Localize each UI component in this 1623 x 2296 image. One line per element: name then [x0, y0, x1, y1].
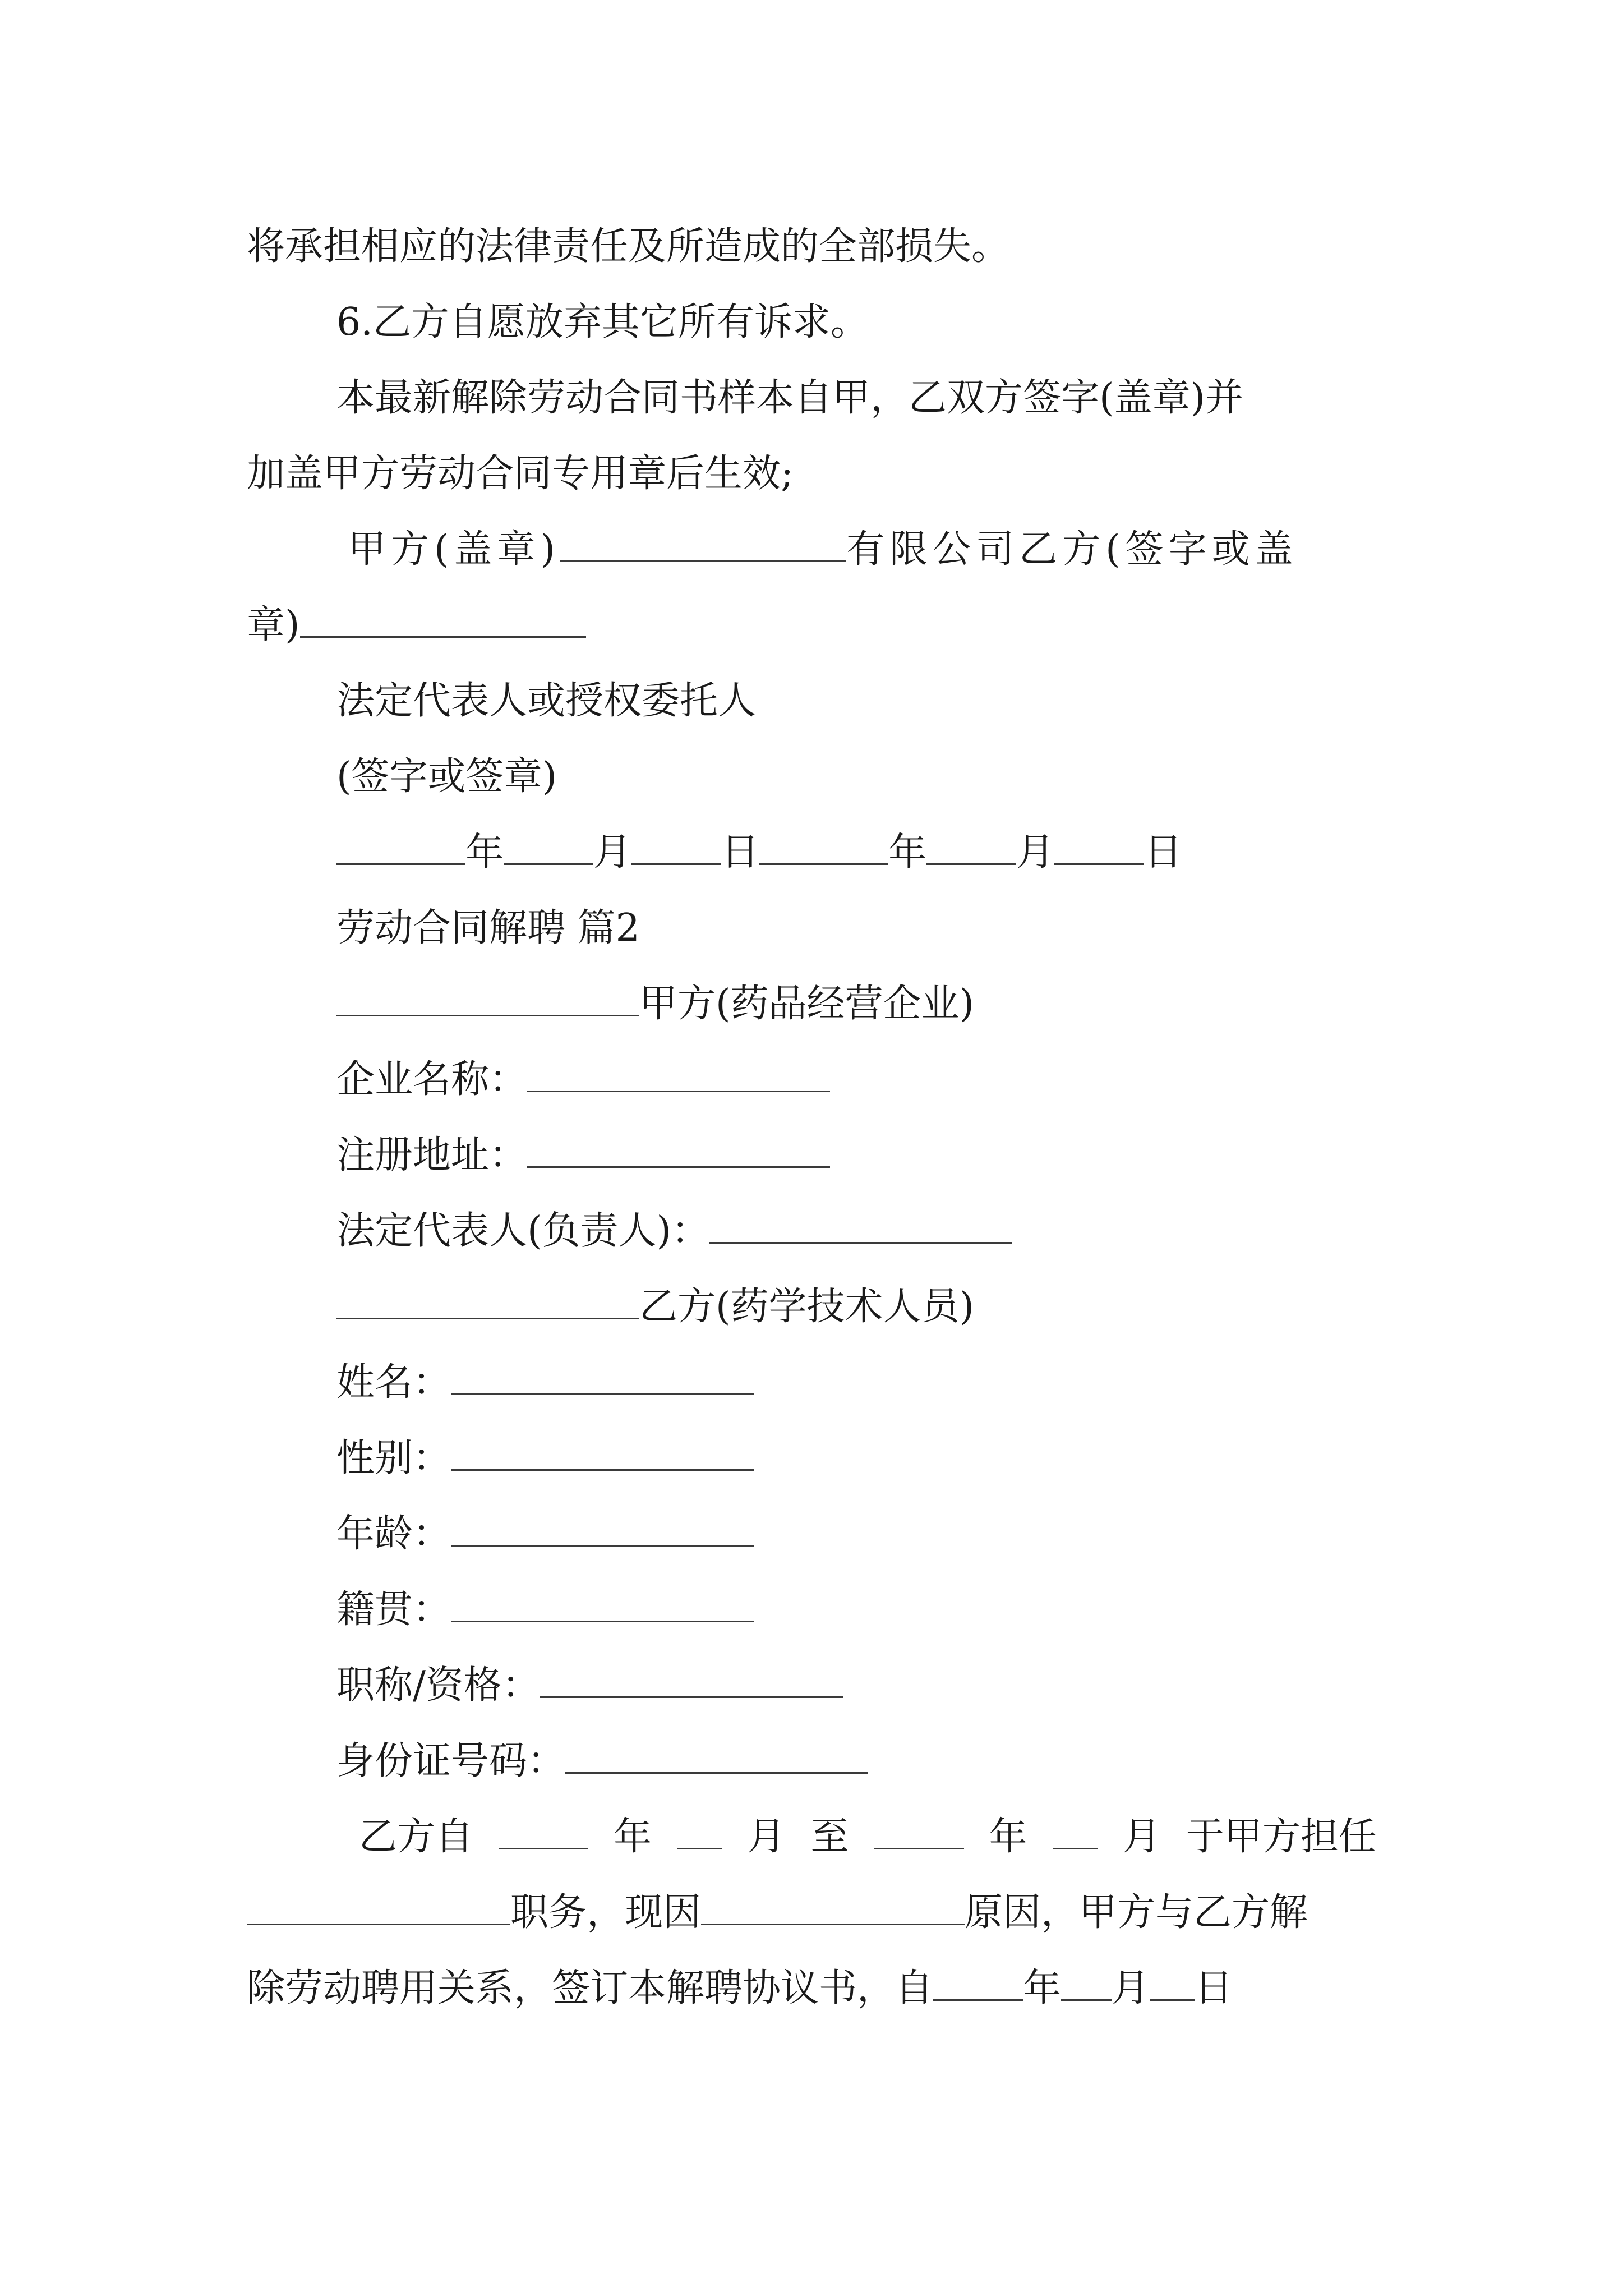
paragraph-text: 加盖甲方劳动合同专用章后生效;: [247, 452, 794, 496]
year-blank: [336, 831, 465, 865]
day-label: 日: [1144, 830, 1183, 875]
party-b-blank: [336, 1285, 639, 1319]
legal-rep-field: [336, 1209, 1012, 1254]
reason-blank: [701, 1891, 965, 1925]
month-blank: [926, 831, 1016, 865]
year-label: 年: [1023, 1966, 1062, 2010]
party-a-seal-blank: [560, 528, 846, 562]
party-b-sign-blank: [300, 604, 586, 638]
legal-rep-label: 法定代表人或授权委托人: [336, 679, 757, 723]
day-blank: [631, 831, 721, 865]
term-text: 至: [810, 1815, 849, 1859]
month-label: 月: [593, 830, 632, 875]
paragraph-continuation: [247, 224, 1009, 269]
clause-6: [336, 300, 869, 345]
term-text: 原因，甲方与乙方解: [965, 1890, 1308, 1935]
age-blank: [451, 1512, 754, 1547]
paragraph-text: 本最新解除劳动合同书样本自甲，乙双方签字(盖章)并: [336, 376, 1244, 420]
reg-address-blank: [527, 1134, 830, 1168]
company-name-label: 企业名称：: [336, 1057, 528, 1102]
id-field: [336, 1739, 868, 1784]
company-name-blank: [527, 1058, 830, 1092]
party-b-heading: [336, 1285, 974, 1329]
id-label: 身份证号码：: [336, 1739, 566, 1783]
year-label: 年: [888, 830, 927, 875]
title-label: 职称/资格：: [336, 1663, 540, 1708]
section-title: [336, 906, 640, 951]
month-label: 月: [1122, 1815, 1161, 1859]
gender-field: [336, 1436, 754, 1481]
term-text: 职务，现因: [510, 1890, 702, 1935]
clause-text: 6.乙方自愿放弃其它所有诉求。: [336, 300, 869, 344]
reg-address-field: [336, 1133, 830, 1178]
day-blank: [1054, 831, 1144, 865]
year-label: 年: [465, 830, 504, 875]
effect-clause-line2: [247, 452, 794, 496]
month-label: 月: [1112, 1966, 1150, 2010]
effective-month-blank: [1061, 1967, 1112, 2001]
age-label: 年龄：: [336, 1512, 451, 1556]
origin-blank: [451, 1588, 754, 1622]
company-name-field: [336, 1057, 830, 1102]
party-a-heading: [336, 982, 974, 1027]
paragraph-text: 将承担相应的法律责任及所造成的全部损失。: [247, 224, 1010, 269]
origin-field: [336, 1588, 754, 1632]
sign-or-stamp-label: (签字或签章): [336, 754, 557, 799]
party-b-label: 乙方(药学技术人员): [639, 1285, 975, 1329]
term-line3: [247, 1966, 1233, 2011]
signature-line-continued: [247, 603, 586, 648]
title-field: [336, 1663, 843, 1708]
gender-label: 性别：: [336, 1436, 451, 1480]
party-a-seal-label: 甲方(盖章): [348, 527, 561, 572]
party-a-blank: [336, 982, 639, 1016]
legal-representative: [336, 679, 756, 724]
position-blank: [247, 1891, 510, 1925]
term-line1: [359, 1815, 1377, 1860]
term-text: 乙方自: [359, 1815, 474, 1859]
party-b-sign-label-end: 章): [247, 603, 300, 647]
term-line2: [247, 1890, 1308, 1935]
name-blank: [451, 1361, 754, 1395]
effective-day-blank: [1150, 1967, 1195, 2001]
effective-year-blank: [933, 1967, 1023, 2001]
month-label: 月: [747, 1815, 786, 1859]
term-text: 于甲方担任: [1186, 1815, 1377, 1859]
year-label: 年: [989, 1815, 1027, 1859]
day-label: 日: [721, 830, 760, 875]
id-blank: [565, 1740, 868, 1774]
month-blank: [504, 831, 593, 865]
title-blank: [540, 1664, 843, 1698]
end-year-blank: [874, 1815, 964, 1849]
day-label: 日: [1195, 1966, 1233, 2010]
gender-blank: [451, 1437, 754, 1471]
legal-rep-field-label: 法定代表人(负责人)：: [336, 1209, 710, 1253]
party-a-label: 甲方(药品经营企业): [639, 982, 975, 1026]
reg-address-label: 注册地址：: [336, 1133, 528, 1177]
start-year-blank: [499, 1815, 588, 1849]
month-label: 月: [1016, 830, 1055, 875]
start-month-blank: [677, 1815, 722, 1849]
legal-rep-blank: [709, 1209, 1012, 1244]
end-month-blank: [1053, 1815, 1098, 1849]
name-label: 姓名：: [336, 1360, 451, 1405]
date-line: [336, 830, 1182, 875]
year-label: 年: [614, 1815, 652, 1859]
effect-clause-line1: [336, 376, 1377, 421]
origin-label: 籍贯：: [336, 1588, 451, 1632]
sign-or-stamp: [336, 754, 557, 799]
section-title-text: 劳动合同解聘 篇2: [336, 906, 640, 950]
party-b-sign-label: 有限公司乙方(签字或盖: [846, 527, 1298, 572]
term-text: 除劳动聘用关系，签订本解聘协议书，自: [247, 1966, 934, 2010]
year-blank: [759, 831, 888, 865]
age-field: [336, 1512, 754, 1557]
signature-line: [348, 527, 1380, 572]
name-field: [336, 1360, 754, 1405]
